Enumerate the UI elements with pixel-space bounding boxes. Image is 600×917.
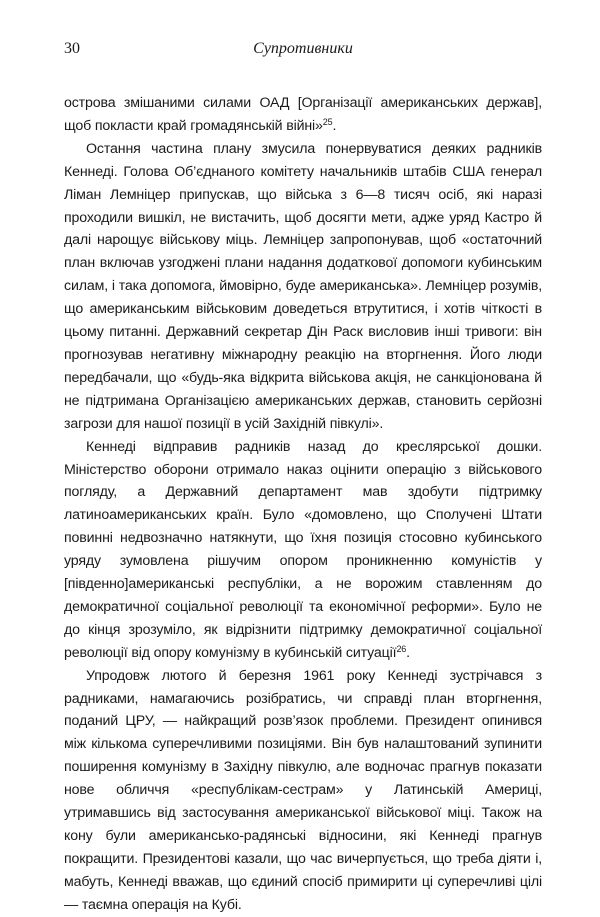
page-number: 30 xyxy=(64,40,80,57)
paragraph: Кеннеді відправив радників назад до креслярської дошки. Міністерство оборони отримало наказ оцінити операцію з військового погляду, а Державний департамент мав здобути підтримку латиноамериканських країн. Було «домовлено, що Сполучені Штати повинні недвозначно натякнути, що їхня позиція стосовно кубинського уряду зумовлена рішучим опором проникненню комуністів у [південно]американські республіки, а не ворожим ставленням до демократичної соціальної революції та економічної реформи». Було не до кінця зрозуміло, як відрізнити підтримку демократичної соціальної революції від опору комунізму в кубинській ситуації$^{26}$. xyxy=(64,438,542,661)
body-text xyxy=(64,92,542,917)
footnote-marker[interactable]: 25 xyxy=(322,116,333,127)
book-page xyxy=(64,40,542,917)
running-title: Супротивники xyxy=(253,40,353,57)
paragraph-text: острова змішаними силами ОАД [Організації американських держав], щоб покласти край громадянській війні» xyxy=(64,95,542,134)
paragraph: острова змішаними силами ОАД [Організації американських держав], щоб покласти край громадянській війні»$^{25}$. xyxy=(64,95,542,134)
page-header xyxy=(64,40,542,66)
paragraph xyxy=(64,665,542,917)
paragraph-text: Упродовж лютого й березня 1961 року Кеннеді зустрічався з радниками, намагаючись розібратись, чи справді план вторгнення, поданий ЦРУ, — найкращий розв’язок проблеми. Президент опинився між кількома суперечливими позиціями. Він був налаштований зупинити поширення комунізму в Західну півкулю, але водночас прагнув показати нове обличчя «республікам-сестрам» у Латинській Америці, утримавшись від застосування американської військової міці. Також на кону були американсько-радянські відносини, які Кеннеді прагнув покращити. Президентові казали, що час вичерпується, що треба діяти і, мабуть, Кеннеді вважав, що єдиний спосіб примирити ці суперечливі цілі — таємна операція на Кубі. xyxy=(64,667,542,913)
paragraph-text: Кеннеді відправив радників назад до креслярської дошки. Міністерство оборони отримало наказ оцінити операцію з військового погляду, а Державний департамент мав здобути підтримку латиноамериканських країн. Було «домовлено, що Сполучені Штати повинні недвозначно натякнути, що їхня позиція стосовно кубинського уряду зумовлена рішучим опором проникненню комуністів у [південно]американські республіки, а не ворожим ставленням до демократичної соціальної революції та економічної реформи». Було не до кінця зрозуміло, як відрізнити підтримку демократичної соціальної революції від опору комунізму в кубинській ситуації xyxy=(64,438,542,661)
paragraph-text: Остання частина плану змусила понервуватися деяких радників Кеннеді. Голова Об’єднаного комітету начальників штабів США генерал Ліман Лемніцер припускав, що війська з 6—8 тисяч осіб, які наразі проходили вишкіл, не вистачить, щоб досягти мети, адже уряд Кастро й далі нарощує військову міць. Лемніцер запропонував, щоб «остаточний план включав узгоджені плани надання додаткової допомоги кубинським силам, і така допомога, ймовірно, буде американська». Лемніцер розумів, що американським військовим доведеться втрутитися, і хотів чіткості в цьому питанні. Державний секретар Дін Раск висловив інші тривоги: він прогнозував негативну міжнародну реакцію на вторгнення. Його люди передбачали, що «будь-яка відкрита військова акція, не санкціонована й не підтримана Організацією американських держав, становить серйозні загрози для нашої позиції в усій Західній півкулі». xyxy=(64,140,542,432)
footnote-marker[interactable]: 26 xyxy=(396,643,407,654)
paragraph xyxy=(64,138,542,436)
